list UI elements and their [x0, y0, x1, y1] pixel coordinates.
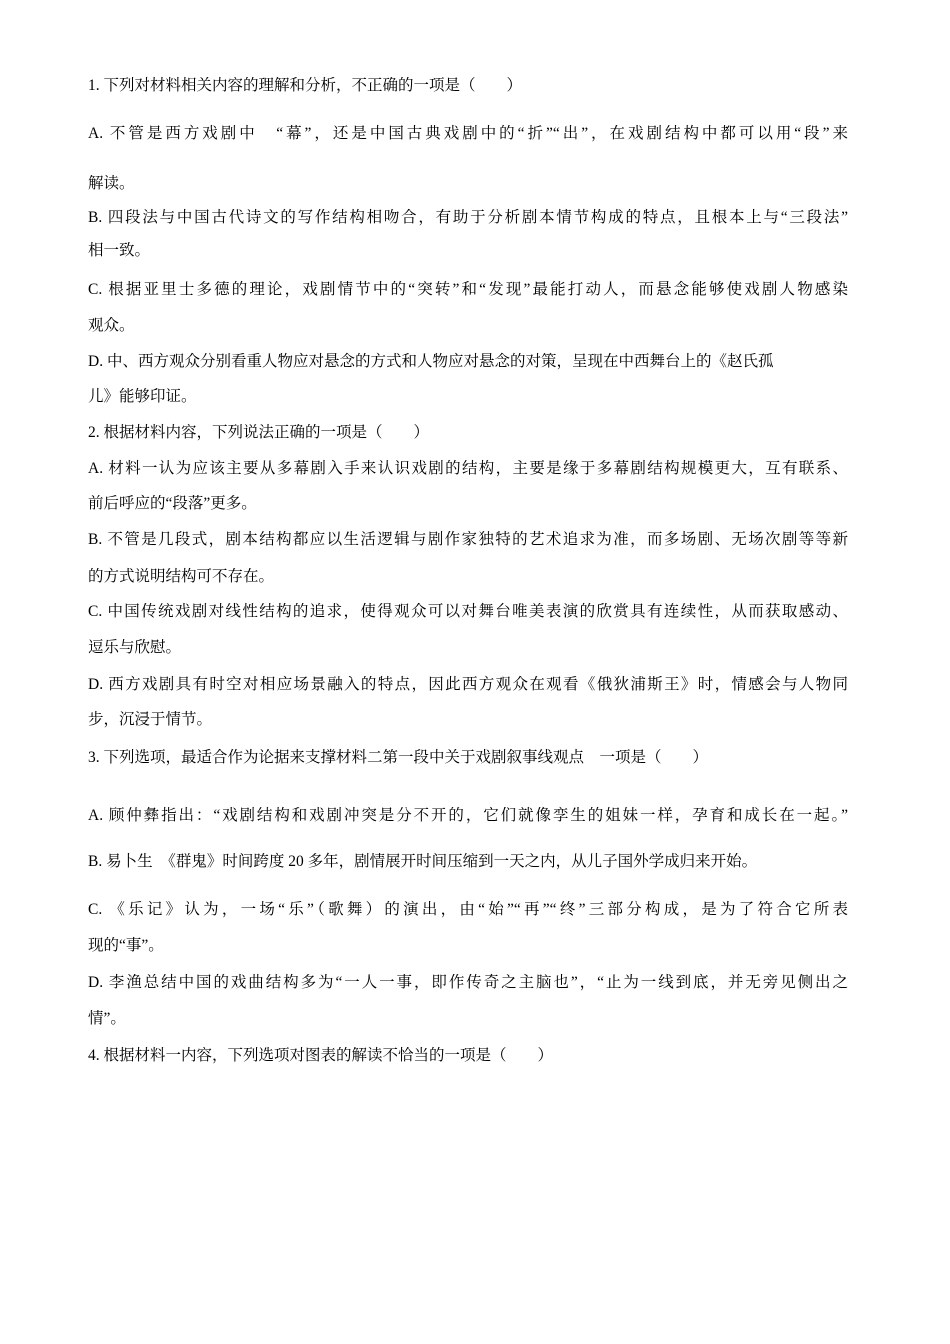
option-c-line2: 观众。	[88, 317, 135, 334]
option-c-line1: C. 《乐记》认为，一场“乐”（歌舞）的演出，由“始”“再”“终”三部分构成，是为了符合它所表	[88, 901, 848, 918]
option-a-line2: 前后呼应的“段落”更多。	[88, 495, 257, 512]
option-b-line2: 的方式说明结构可不存在。	[88, 568, 275, 585]
option-b-line1: B. 四段法与中国古代诗文的写作结构相吻合，有助于分析剧本情节构成的特点，且根本上与“三段法”	[88, 209, 848, 226]
option-b-line1: B. 易卜生 《群鬼》时间跨度 20 多年，剧情展开时间压缩到一天之内，从儿子国外学成归来开始。	[88, 853, 758, 870]
option-d-line1: D. 中、西方观众分别看重人物应对悬念的方式和人物应对悬念的对策，呈现在中西舞台上的《赵氏孤	[88, 353, 774, 370]
question-stem: 1. 下列对材料相关内容的理解和分析，不正确的一项是（ ）	[88, 77, 523, 94]
option-d-line1: D. 李渔总结中国的戏曲结构多为“一人一事，即作传奇之主脑也”，“止为一线到底，并无旁见侧出之	[88, 974, 848, 991]
option-a-line1: A. 材料一认为应该主要从多幕剧入手来认识戏剧的结构，主要是缘于多幕剧结构规模更大，互有联系、	[88, 460, 848, 477]
option-b-line2: 相一致。	[88, 242, 151, 259]
option-a-line1: A. 不管是西方戏剧中 “幕”，还是中国古典戏剧中的“折”“出”，在戏剧结构中都可以用“段”来	[88, 125, 848, 142]
option-c-line2: 现的“事”。	[88, 937, 164, 954]
question-stem: 4. 根据材料一内容，下列选项对图表的解读不恰当的一项是（ ）	[88, 1047, 554, 1064]
question-stem: 3. 下列选项，最适合作为论据来支撑材料二第一段中关于戏剧叙事线观点 一项是（ ）	[88, 749, 709, 766]
option-d-line2: 儿》能够印证。	[88, 388, 197, 405]
option-c-line1: C. 根据亚里士多德的理论，戏剧情节中的“突转”和“发现”最能打动人，而悬念能够使戏剧人物感染	[88, 281, 848, 298]
option-c-line1: C. 中国传统戏剧对线性结构的追求，使得观众可以对舞台唯美表演的欣赏具有连续性，从而获取感动、	[88, 603, 848, 620]
option-d-line2: 步，沉浸于情节。	[88, 711, 213, 728]
option-a-line2: 解读。	[88, 175, 135, 192]
option-c-line2: 逗乐与欣慰。	[88, 639, 182, 656]
question-stem: 2. 根据材料内容，下列说法正确的一项是（ ）	[88, 424, 430, 441]
option-b-line1: B. 不管是几段式，剧本结构都应以生活逻辑与剧作家独特的艺术追求为准，而多场剧、无场次剧等等新	[88, 531, 848, 548]
option-a-line1: A. 顾仲彝指出：“戏剧结构和戏剧冲突是分不开的，它们就像孪生的姐妹一样，孕育和成长在一起。”	[88, 807, 848, 824]
option-d-line2: 情”。	[88, 1010, 126, 1027]
option-d-line1: D. 西方戏剧具有时空对相应场景融入的特点，因此西方观众在观看《俄狄浦斯王》时，情感会与人物同	[88, 676, 848, 693]
